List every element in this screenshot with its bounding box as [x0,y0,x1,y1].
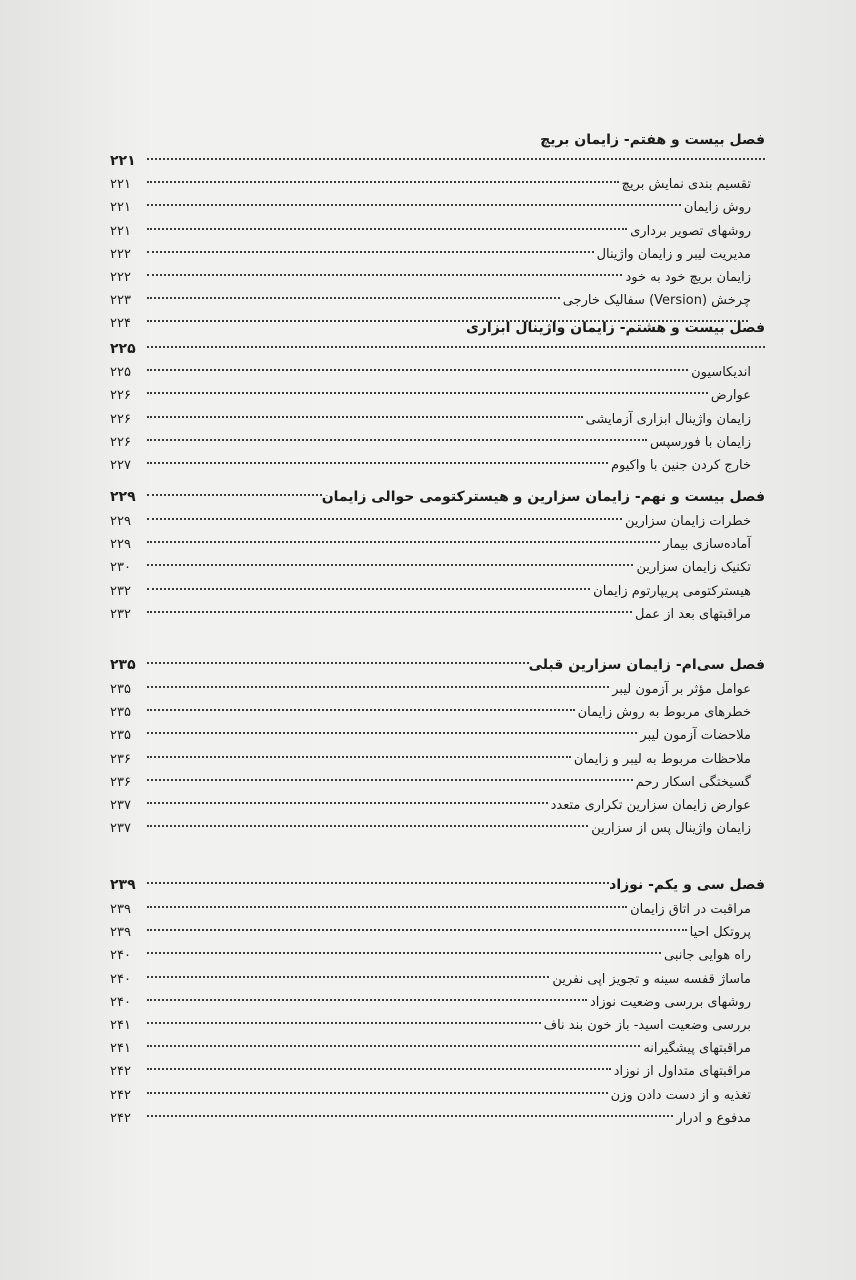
chapter-page-number: ۲۲۵ [110,341,136,357]
toc-entry-title: مراقبتهای بعد از عمل [634,606,751,622]
dot-leader [147,802,548,804]
toc-entry-title: مراقبتهای پیشگیرانه [643,1041,751,1057]
dot-leader [147,732,637,734]
toc-entry-title: مدیریت لیبر و زایمان واژینال [596,246,751,262]
dot-leader [147,1092,608,1094]
toc-entry-title: تقسیم بندی نمایش بریچ [621,177,751,193]
toc-entry [110,580,765,603]
toc-entry-title: تغذیه و از دست دادن وزن [610,1087,751,1103]
toc-entry [110,243,765,266]
toc-entry-page: ۲۳۶ [110,774,131,790]
toc-entry-title: عوارض زایمان سزارین تکراری متعدد [550,797,751,813]
dot-leader [147,588,590,590]
chapter-title: فصل سی‌ام- زایمان سزارین قبلی [528,657,765,673]
toc-entry-title: ملاحضات آزمون لیبر [640,728,751,744]
dot-leader [147,251,594,253]
dot-leader [147,686,609,688]
toc-entry [110,921,765,944]
toc-entry [110,1060,765,1083]
toc-entry [110,266,765,289]
dot-leader [147,906,627,908]
toc-entry-page: ۲۳۶ [110,751,131,767]
toc-entry-title: تکنیک زایمان سزارین [636,560,751,576]
toc-entry [110,533,765,556]
toc-entry-title: پروتکل احیا [689,925,751,941]
toc-entry [110,556,765,579]
dot-leader [147,518,622,520]
toc-entry-page: ۲۳۵ [110,682,131,697]
toc-entry [110,817,765,840]
toc-entry-page: ۲۴۱ [110,1017,131,1033]
toc-entry [110,771,765,794]
toc-entry-page: ۲۲۲ [110,246,131,262]
toc-entry-title: ماساژ قفسه سینه و تجویز اپی نفرین [552,971,751,987]
toc-entry-page: ۲۴۰ [110,994,131,1010]
toc-entry-page: ۲۳۷ [110,821,131,837]
toc-entry-title: روشهای تصویر برداری [630,223,751,239]
toc-entry-page: ۲۲۶ [110,434,131,450]
toc-entry-page: ۲۴۰ [110,971,131,987]
chapter-page-number: ۲۲۱ [110,153,136,169]
toc-entry-page: ۲۲۲ [110,269,131,285]
toc-entry-page: ۲۳۷ [110,797,131,813]
dot-leader [147,369,688,371]
dot-leader [147,1045,640,1047]
toc-entry [110,454,765,477]
dot-leader [147,158,765,160]
toc-entry [110,431,765,454]
toc-entry [110,361,765,384]
toc-entry-page: ۲۲۱ [110,200,131,216]
toc-entry [110,289,765,312]
chapter-title: فصل بیست و نهم- زایمان سزارین و هیسترکتومی حوالی زایمان [321,489,765,505]
dot-leader [147,952,661,954]
toc-entry-title: خارج کردن جنین با واکیوم [610,457,751,473]
toc-entry-title: روشهای بررسی وضعیت نوزاد [589,994,751,1010]
chapter-31 [110,872,765,1130]
toc-entry-page: ۲۳۵ [110,728,131,744]
toc-entry-page: ۲۲۱ [110,177,131,193]
toc-entry [110,968,765,991]
dot-leader [147,392,708,394]
toc-entry-title: گسیختگی اسکار رحم [635,774,751,790]
chapter-29 [110,484,765,626]
toc-entry-title: عوارض [710,388,751,404]
toc-entry-title: هیسترکتومی پریپارتوم زایمان [593,583,751,599]
toc-entry-page: ۲۲۷ [110,457,131,473]
chapter-title-row [110,652,765,678]
dot-leader [147,439,647,441]
toc-entry-title: روش زایمان [683,200,751,216]
toc-entry [110,701,765,724]
dot-leader [147,1068,611,1070]
toc-entry [110,1014,765,1037]
toc-entry-page: ۲۳۲ [110,606,131,622]
toc-entry-title: زایمان واژینال پس از سزارین [591,821,751,837]
toc-entry-title: زایمان با فورسپس [650,434,751,450]
chapter-page-row [110,338,765,361]
dot-leader [147,999,587,1001]
toc-entry-title: اندیکاسیون [691,365,751,381]
dot-leader [147,494,322,496]
toc-entry-page: ۲۳۹ [110,902,131,917]
toc-entry-page: ۲۳۰ [110,560,131,576]
dot-leader [147,416,583,418]
chapter-page-number: ۲۲۹ [110,489,136,505]
toc-entry [110,678,765,701]
toc-entry-page: ۲۲۳ [110,293,131,309]
toc-entry-page: ۲۴۲ [110,1064,131,1080]
dot-leader [147,297,560,299]
toc-entry-page: ۲۳۲ [110,583,131,599]
toc-entry [110,510,765,533]
toc-entry-title: خطرات زایمان سزارین [625,514,751,529]
toc-entry-page: ۲۳۵ [110,705,131,721]
toc-entry-page: ۲۲۱ [110,223,131,239]
toc-entry-title: خطرهای مربوط به روش زایمان [577,705,751,721]
toc-entry-title: مراقبتهای متداول از نوزاد [613,1064,751,1080]
toc-entry-page: ۲۴۲ [110,1087,131,1103]
toc-entry [110,1107,765,1130]
toc-entry-title: آماده‌سازی بیمار [663,537,751,553]
chapter-page-number: ۲۳۹ [110,877,136,893]
toc-entry-title: مراقبت در اتاق زایمان [630,902,751,917]
toc-entry-page: ۲۲۶ [110,411,131,427]
toc-entry [110,196,765,219]
toc-entry [110,748,765,771]
chapter-title-row [110,872,765,898]
toc-entry-page: ۲۲۶ [110,388,131,404]
toc-entry [110,384,765,407]
dot-leader [147,346,765,348]
toc-entry-page: ۲۳۹ [110,925,131,941]
toc-entry-page: ۲۴۱ [110,1041,131,1057]
toc-entry [110,173,765,196]
chapter-30 [110,652,765,840]
toc-entry-title: چرخش (Version) سفالیک خارجی [562,293,751,309]
toc-entry-title: بررسی وضعیت اسید- باز خون بند ناف [543,1017,751,1033]
toc-entry [110,408,765,431]
dot-leader [147,709,575,711]
toc-entry-page: ۲۲۹ [110,537,131,553]
dot-leader [147,825,588,827]
toc-entry [110,898,765,921]
toc-entry-title: ملاحظات مربوط به لیبر و زایمان [573,751,751,767]
dot-leader [147,564,633,566]
chapter-title: فصل بیست و هشتم- زایمان واژینال ابزاری [466,320,765,336]
dot-leader [147,1022,541,1024]
chapter-title: فصل بیست و هفتم- زایمان بریچ [540,132,765,148]
dot-leader [147,779,633,781]
toc-entry [110,1084,765,1107]
toc-entry-title: عوامل مؤثر بر آزمون لیبر [612,682,751,697]
toc-entry [110,944,765,967]
dot-leader [147,228,627,230]
chapter-title: فصل سی و یکم- نوزاد [609,877,765,893]
dot-leader [147,882,609,884]
chapter-page-number: ۲۳۵ [110,657,136,673]
toc-entry-page: ۲۲۵ [110,365,131,381]
dot-leader [147,274,622,276]
toc-entry [110,220,765,243]
dot-leader [147,662,529,664]
toc-entry [110,1037,765,1060]
dot-leader [147,929,687,931]
toc-entry [110,724,765,747]
dot-leader [147,1115,673,1117]
dot-leader [147,204,681,206]
dot-leader [147,976,549,978]
toc-entry [110,794,765,817]
dot-leader [147,541,660,543]
toc-entry-title: زایمان بریچ خود به خود [625,269,751,285]
toc-entry-title: راه هوایی جانبی [664,948,751,964]
chapter-page-row [110,150,765,173]
dot-leader [147,462,608,464]
chapter-27 [110,130,765,336]
toc-entry-page: ۲۲۹ [110,514,131,529]
toc-entry-page: ۲۲۴ [110,316,131,332]
toc-entry [110,991,765,1014]
toc-entry-page: ۲۴۲ [110,1110,131,1126]
chapter-28 [110,318,765,477]
chapter-title-row [110,484,765,510]
toc-entry-title: مدفوع و ادرار [676,1110,751,1126]
toc-entry [110,603,765,626]
dot-leader [147,756,571,758]
toc-entry-title: زایمان واژینال ابزاری آزمایشی [585,411,751,427]
toc-entry-page: ۲۴۰ [110,948,131,964]
dot-leader [147,611,632,613]
dot-leader [147,181,619,183]
